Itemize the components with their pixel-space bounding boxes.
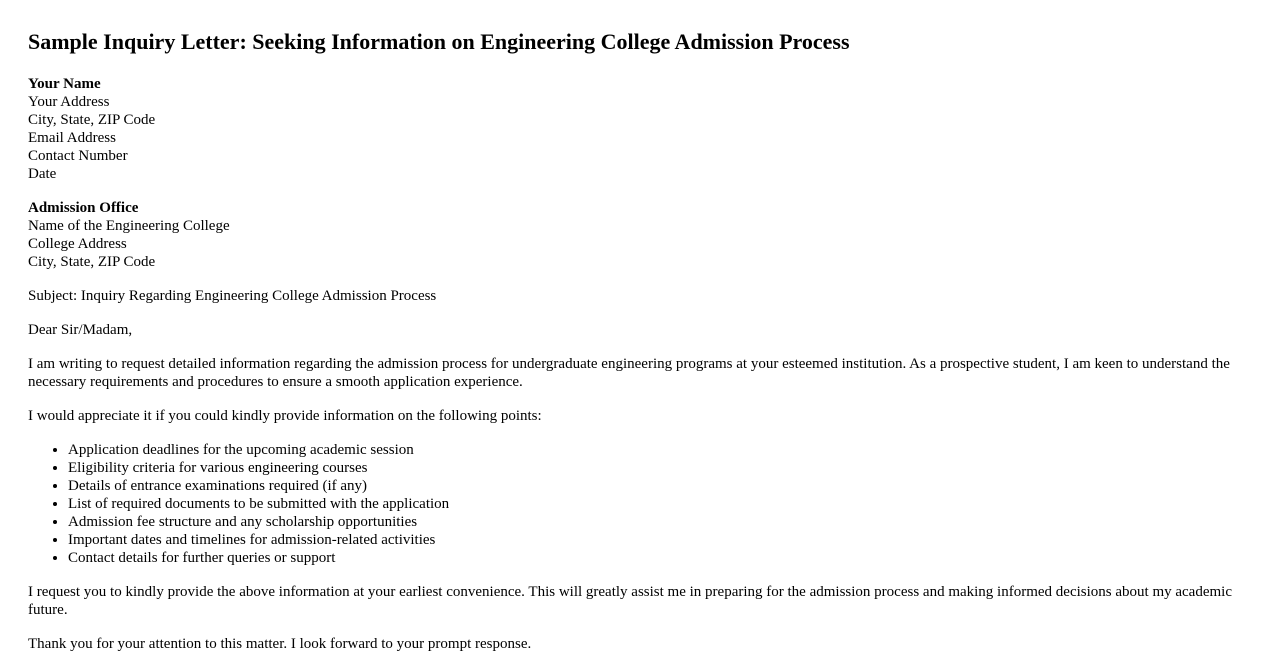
list-item: • Contact details for further queries or support xyxy=(68,549,1258,567)
recipient-college-name: Name of the Engineering College xyxy=(28,218,230,234)
page-title: Sample Inquiry Letter: Seeking Information on Engineering College Admission Process xyxy=(28,29,850,54)
subject-line: Subject: Inquiry Regarding Engineering College Admission Process xyxy=(28,288,437,304)
recipient-city-state-zip: City, State, ZIP Code xyxy=(28,254,156,270)
list-item: • Admission fee structure and any scholarship opportunities xyxy=(68,513,1258,531)
list-item: • Application deadlines for the upcoming academic session xyxy=(68,441,1258,459)
sender-email: Email Address xyxy=(28,130,116,146)
sender-name: Your Name xyxy=(28,76,101,92)
list-item: • Eligibility criteria for various engineering courses xyxy=(68,459,1258,477)
sender-block xyxy=(28,75,1258,183)
intro-paragraph: I am writing to request detailed information regarding the admission process for undergraduate engineering programs at your esteemed institution. As a prospective student, I am keen to understand the necessary requirements and procedures to ensure a smooth application experience. xyxy=(28,356,1230,390)
list-item: • Important dates and timelines for admission-related activities xyxy=(68,531,1258,549)
recipient-block xyxy=(28,199,1258,271)
recipient-office: Admission Office xyxy=(28,200,139,216)
points-list xyxy=(28,441,1258,567)
sender-date: Date xyxy=(28,166,57,182)
request-paragraph: I request you to kindly provide the above information at your earliest convenience. This will greatly assist me in preparing for the admission process and making informed decisions about my academic future. xyxy=(28,584,1232,618)
salutation: Dear Sir/Madam, xyxy=(28,322,133,338)
sender-city-state-zip: City, State, ZIP Code xyxy=(28,112,156,128)
recipient-college-address: College Address xyxy=(28,236,127,252)
sender-address: Your Address xyxy=(28,94,110,110)
list-item: • Details of entrance examinations required (if any) xyxy=(68,477,1258,495)
letter-document xyxy=(28,0,1258,653)
sender-contact: Contact Number xyxy=(28,148,128,164)
thanks-paragraph: Thank you for your attention to this matter. I look forward to your prompt response. xyxy=(28,636,532,652)
list-item: • List of required documents to be submitted with the application xyxy=(68,495,1258,513)
lead-in-paragraph: I would appreciate it if you could kindly provide information on the following points: xyxy=(28,408,542,424)
